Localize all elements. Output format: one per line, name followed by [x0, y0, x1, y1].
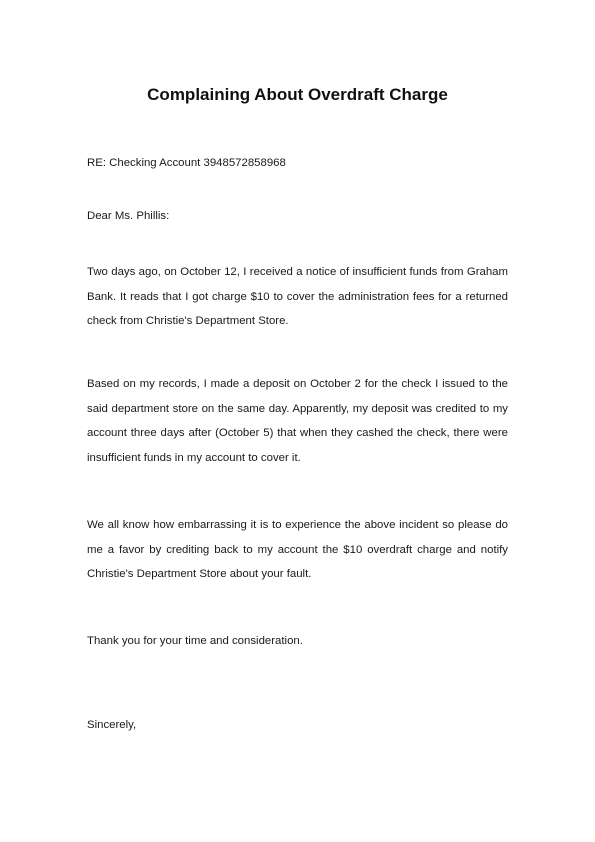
paragraph-records: Based on my records, I made a deposit on October 2 for the check I issued to the said department store on the same day. Apparently, my deposit was credited to my account three days after (October 5) that when they cashed the check, there were insufficient funds in my account to cover it. [87, 378, 508, 464]
closing: Sincerely, [87, 719, 137, 731]
paragraph-notice: Two days ago, on October 12, I received a notice of insufficient funds from Graham Bank. It reads that I got charge $10 to cover the administration fees for a returned check from Christie's Department Store. [87, 266, 508, 327]
reference-line: RE: Checking Account 3948572858968 [87, 157, 286, 169]
paragraph-thanks: Thank you for your time and consideration. [87, 635, 303, 647]
paragraph-request: We all know how embarrassing it is to experience the above incident so please do me a favor by crediting back to my account the $10 overdraft charge and notify Christie's Department Store about your fault. [87, 519, 508, 580]
salutation: Dear Ms. Phillis: [87, 210, 170, 222]
letter-title: Complaining About Overdraft Charge [147, 85, 448, 104]
